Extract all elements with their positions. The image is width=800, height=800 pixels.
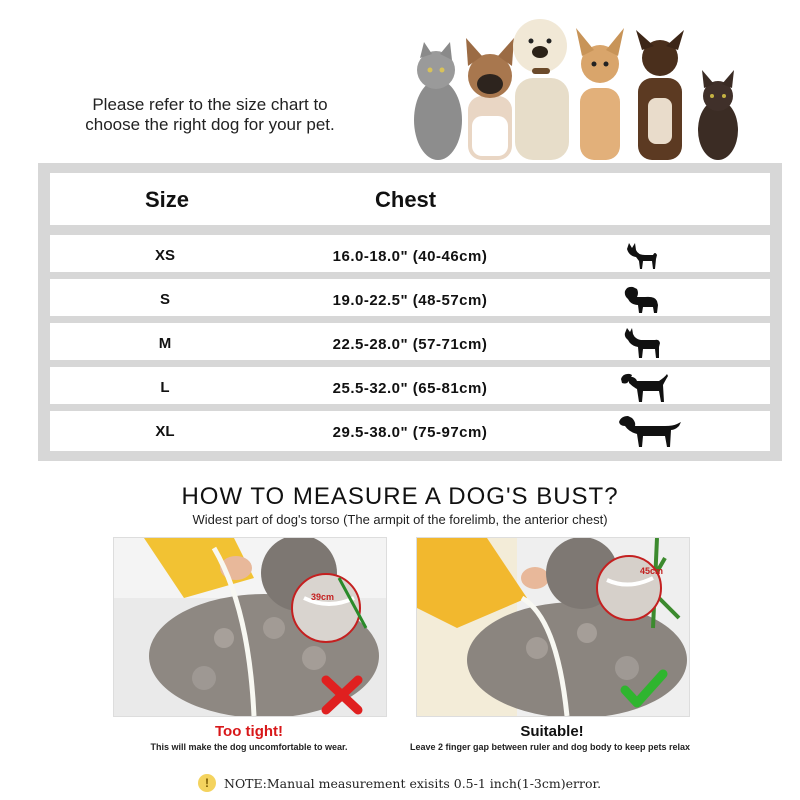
table-row [50, 411, 770, 451]
cats-and-dogs-image [410, 8, 750, 163]
table-header-row [50, 173, 770, 225]
intro-text [30, 95, 390, 135]
chihuahua-silhouette-icon [615, 239, 685, 271]
size-column-header: Size [145, 187, 190, 212]
suitable-label: Suitable! [520, 723, 584, 740]
grey-cat-figure [414, 42, 462, 160]
suitable-note: Leave 2 finger gap between ruler and dog body to keep pets relax [409, 742, 691, 752]
long-haired-dog-figure [636, 30, 684, 160]
french-bulldog-figure [466, 38, 514, 160]
chest-column-header: Chest [375, 187, 437, 212]
exclamation-icon: ! [198, 774, 216, 792]
footer-note-text: NOTE:Manual measurement exisits 0.5-1 inch(1-3cm)error. [224, 775, 602, 791]
beagle-silhouette-icon [615, 371, 685, 403]
table-row [50, 323, 770, 360]
size-cell: L [160, 379, 170, 396]
too-tight-note: This will make the dog uncomfortable to wear. [150, 742, 348, 752]
intro-line-1: Please refer to the size chart to [92, 95, 328, 114]
size-cell: S [159, 291, 170, 308]
chihuahua-figure [576, 28, 624, 160]
table-row [50, 367, 770, 404]
chest-cell: 29.5-38.0" (75-97cm) [332, 424, 488, 441]
table-row [50, 235, 770, 272]
chest-cell: 22.5-28.0" (57-71cm) [332, 336, 488, 353]
dark-cat-figure [698, 70, 738, 160]
too-tight-photo [113, 537, 387, 717]
size-cell: XS [154, 247, 175, 264]
table-row [50, 279, 770, 316]
right-tape-reading: 45cm [640, 566, 664, 576]
chest-cell: 19.0-22.5" (48-57cm) [332, 292, 488, 309]
size-cell: XL [155, 423, 175, 440]
howto-subtitle: Widest part of dog's torso (The armpit of the forelimb, the anterior chest) [192, 512, 608, 527]
footer-note [198, 772, 601, 794]
howto-title: HOW TO MEASURE A DOG'S BUST? [181, 483, 619, 510]
medium-dog-silhouette-icon [615, 327, 685, 359]
pug-silhouette-icon [615, 283, 685, 315]
left-tape-reading: 39cm [311, 592, 335, 602]
chest-cell: 16.0-18.0" (40-46cm) [332, 248, 488, 265]
size-chart-table [38, 163, 782, 461]
suitable-photo [416, 537, 690, 717]
too-tight-label: Too tight! [214, 723, 284, 740]
size-cell: M [158, 335, 172, 352]
large-dog-silhouette-icon [615, 413, 685, 449]
intro-line-2: choose the right dog for your pet. [85, 115, 335, 134]
chest-cell: 25.5-32.0" (65-81cm) [332, 380, 488, 397]
terrier-figure [513, 19, 569, 160]
